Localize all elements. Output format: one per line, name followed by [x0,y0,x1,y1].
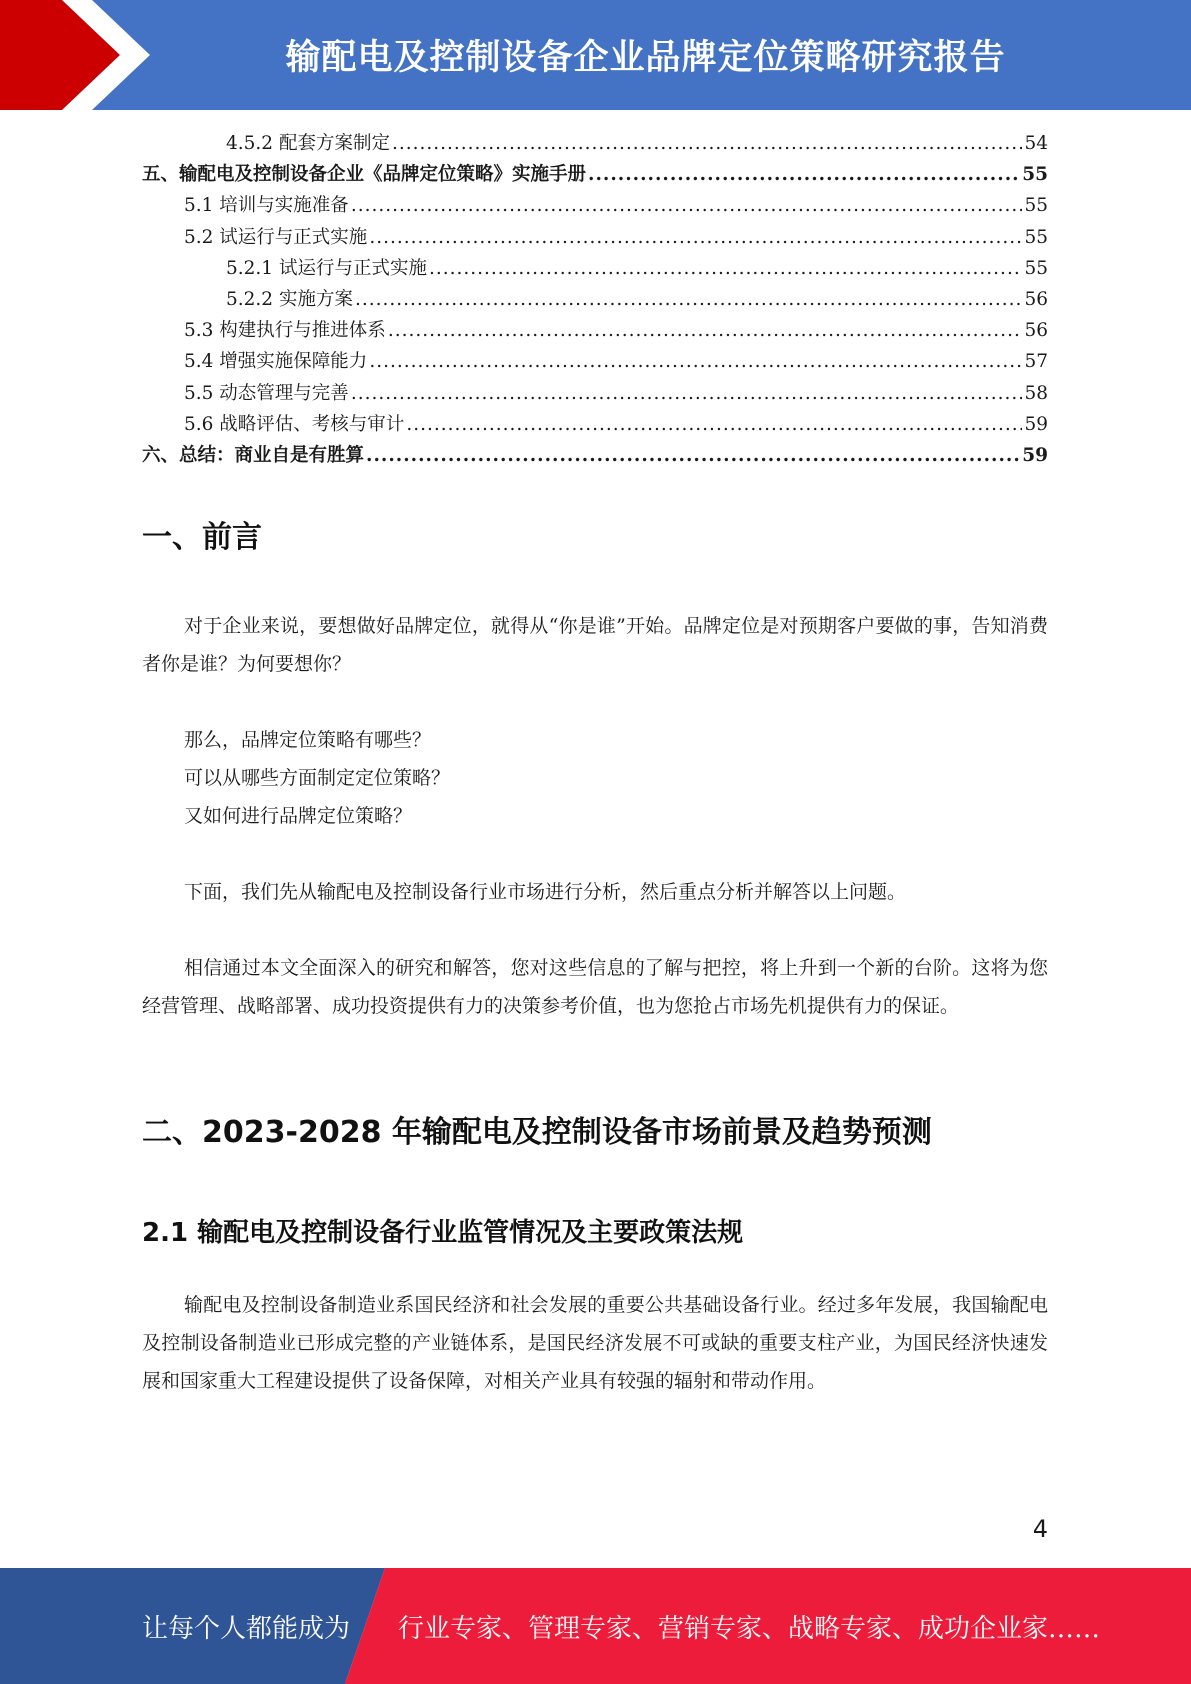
toc-entry[interactable] [142,253,1048,284]
page-footer [0,1568,1191,1684]
page-number: 4 [1032,1515,1048,1543]
preface-paragraph-2: 下面，我们先从输配电及控制设备行业市场进行分析，然后重点分析并解答以上问题。 [184,881,907,903]
toc-leader-dots [588,159,1020,190]
toc-entry-label: 五、输配电及控制设备企业《品牌定位策略》实施手册 [142,164,587,186]
toc-leader-dots [406,409,1022,440]
toc-entry-label: 5.5 动态管理与完善 [184,382,349,404]
table-of-contents [142,128,1048,471]
toc-leader-dots [392,128,1022,159]
preface-paragraph-3: 相信通过本文全面深入的研究和解答，您对这些信息的了解与把控，将上升到一个新的台阶。这将为您经营管理、战略部署、成功投资提供有力的决策参考价值，也为您抢占市场先机提供有力的保证。 [142,957,1048,1017]
toc-entry-page: 55 [1024,195,1048,217]
toc-entry-label: 5.6 战略评估、考核与审计 [184,413,405,435]
toc-entry-page: 59 [1022,444,1048,466]
toc-entry-label: 4.5.2 配套方案制定 [226,133,390,154]
toc-entry[interactable] [142,378,1048,409]
toc-entry-page: 59 [1024,413,1048,435]
toc-entry-page: 55 [1024,257,1048,279]
report-title: 输配电及控制设备企业品牌定位策略研究报告 [285,38,1006,78]
toc-entry-page: 58 [1024,382,1048,404]
footer-slogan-left: 让每个人都能成为 [142,1613,351,1644]
toc-entry-label: 5.2.2 实施方案 [226,288,353,310]
toc-leader-dots [369,346,1022,377]
toc-entry-page: 56 [1024,288,1048,310]
toc-entry-label: 5.2 试运行与正式实施 [184,226,368,248]
footer-slogan-right: 行业专家、管理专家、营销专家、战略专家、成功企业家…… [398,1613,1101,1644]
toc-leader-dots [429,253,1022,284]
toc-entry[interactable] [142,440,1048,471]
toc-entry[interactable] [142,315,1048,346]
toc-entry-label: 5.2.1 试运行与正式实施 [226,257,427,279]
question-line-2: 可以从哪些方面制定定位策略？ [184,767,451,789]
toc-entry[interactable] [142,284,1048,315]
section-heading-preface: 一、前言 [142,520,262,555]
page-header [0,0,1191,110]
toc-entry-page: 56 [1024,320,1048,342]
toc-leader-dots [355,284,1023,315]
toc-entry[interactable] [142,346,1048,377]
section-heading-market-forecast: 二、2023-2028 年输配电及控制设备市场前景及趋势预测 [142,1115,932,1150]
toc-leader-dots [351,190,1023,221]
regulation-paragraph: 输配电及控制设备制造业系国民经济和社会发展的重要公共基础设备行业。经过多年发展，我国输配电及控制设备制造业已形成完整的产业链体系，是国民经济发展不可或缺的重要支柱产业，为国民经济快速发展和国家重大工程建设提供了设备保障，对相关产业具有较强的辐射和带动作用。 [142,1294,1048,1392]
toc-entry[interactable] [142,190,1048,221]
toc-leader-dots [388,315,1023,346]
toc-entry-label: 5.3 构建执行与推进体系 [184,320,386,342]
subsection-heading-regulation: 2.1 输配电及控制设备行业监管情况及主要政策法规 [142,1218,744,1248]
preface-paragraph-1: 对于企业来说，要想做好品牌定位，就得从“你是谁”开始。品牌定位是对预期客户要做的事，告知消费者你是谁？为何要想你？ [142,615,1048,675]
toc-leader-dots [351,378,1023,409]
toc-entry[interactable] [142,222,1048,253]
toc-entry[interactable] [142,128,1048,159]
toc-entry-page: 55 [1024,226,1048,248]
question-line-1: 那么，品牌定位策略有哪些？ [184,729,432,751]
toc-entry-label: 六、总结：商业自是有胜算 [142,444,365,466]
toc-entry-page: 55 [1022,164,1048,186]
toc-leader-dots [369,222,1022,253]
toc-entry-label: 5.1 培训与实施准备 [184,195,349,217]
toc-entry[interactable] [142,409,1048,440]
toc-leader-dots [366,440,1020,471]
toc-entry[interactable] [142,159,1048,190]
toc-entry-label: 5.4 增强实施保障能力 [184,351,368,373]
question-line-3: 又如何进行品牌定位策略？ [184,805,413,827]
toc-entry-page: 57 [1024,351,1048,373]
toc-entry-page: 54 [1024,133,1048,154]
